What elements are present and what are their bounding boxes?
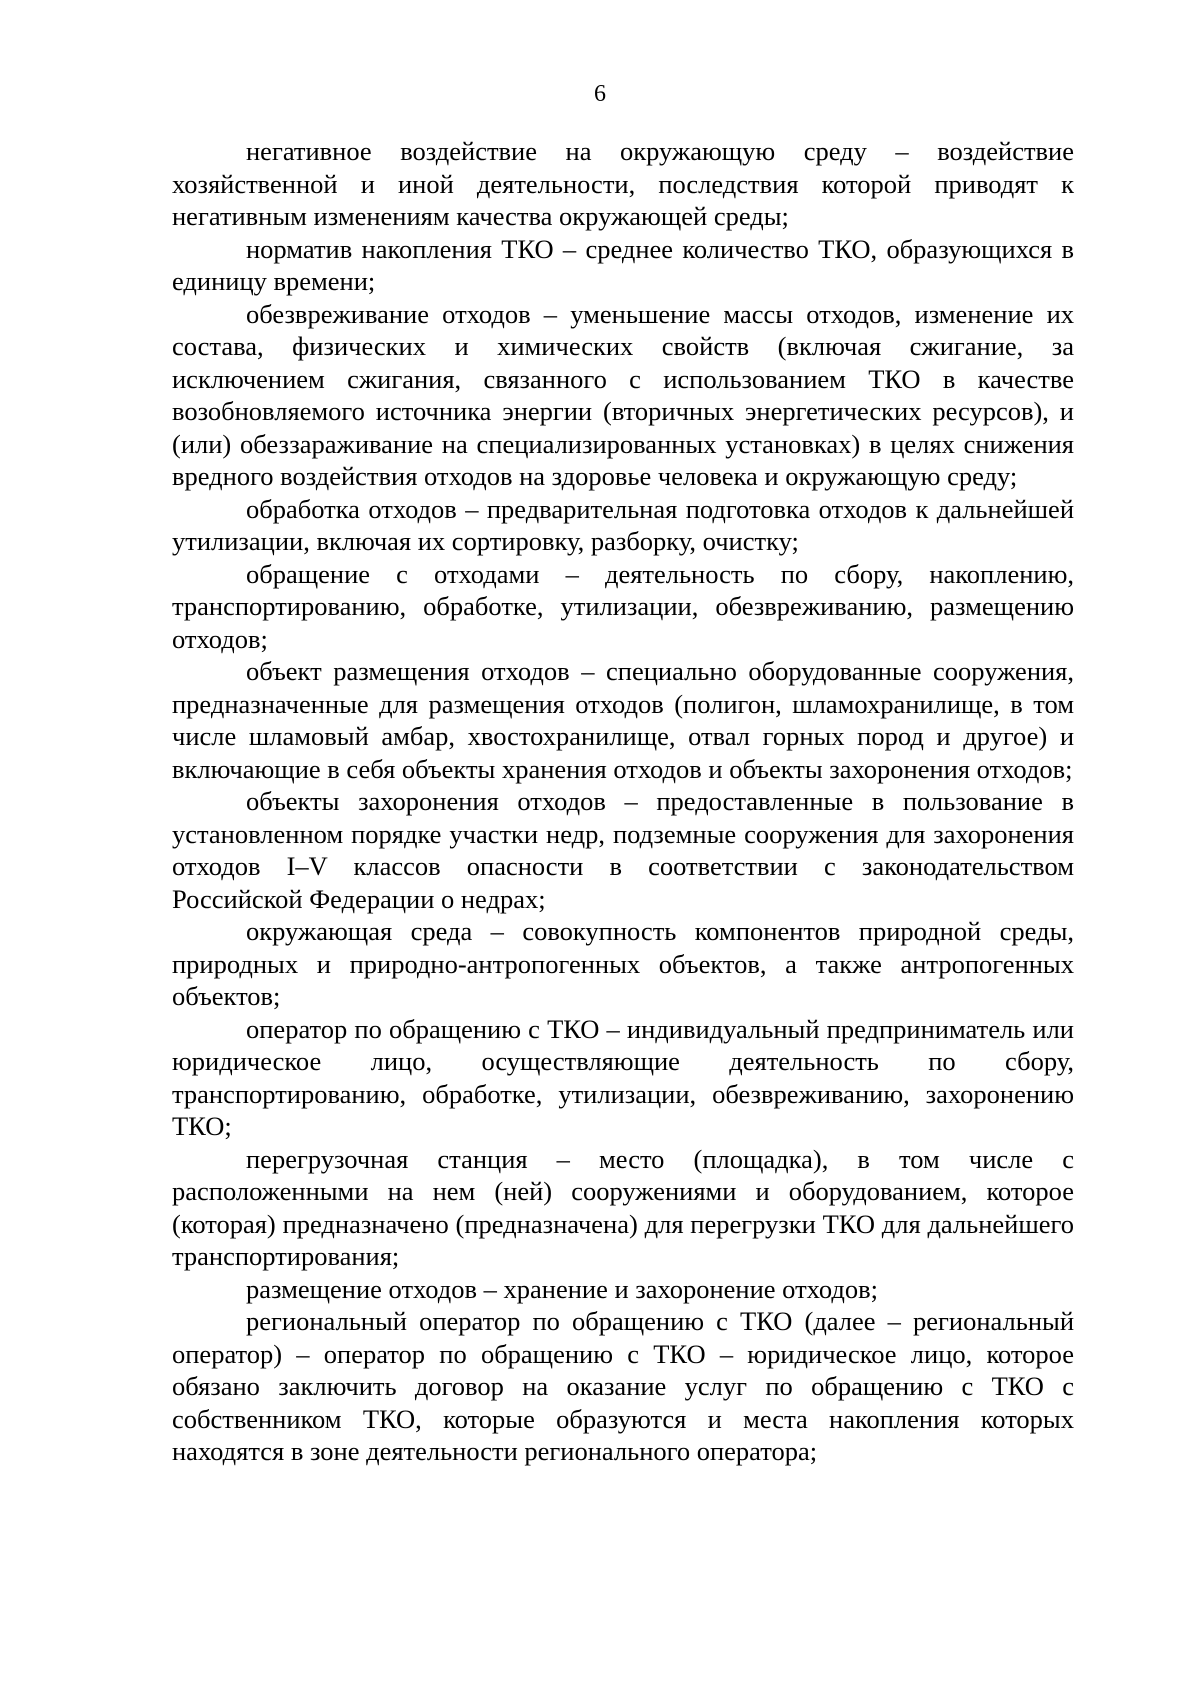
paragraph-environment: окружающая среда – совокупность компонентов природной среды, природных и природно-антропогенных объектов, а также антропогенных объектов; [172,916,1074,1011]
paragraph-waste-processing: обработка отходов – предварительная подготовка отходов к дальнейшей утилизации, включая их сортировку, разборку, очистку; [172,493,1074,556]
paragraph-negative-impact: негативное воздействие на окружающую среду – воздействие хозяйственной и иной деятельности, последствия которой приводят к негативным изменениям качества окружающей среды; [172,136,1074,231]
paragraph-waste-placement: размещение отходов – хранение и захоронение отходов; [246,1273,879,1304]
paragraph-accumulation-norm: норматив накопления ТКО – среднее количество ТКО, образующихся в единицу времени; [172,233,1074,296]
paragraph-waste-disposal-facility: объект размещения отходов – специально оборудованные сооружения, предназначенные для размещения отходов (полигон, шламохранилище, в том числе шламовый амбар, хвостохранилище, отвал горных пород и другое) и включающие в себя объекты хранения отходов и объекты захоронения отходов; [172,656,1074,784]
paragraph-regional-operator: региональный оператор по обращению с ТКО (далее – региональный оператор) – оператор по обращению с ТКО – юридическое лицо, которое обязано заключить договор на оказание услуг по обращению с ТКО с собственником ТКО, которые образуются и места накопления которых находятся в зоне деятельности регионального оператора; [172,1306,1074,1466]
paragraph-msw-operator: оператор по обращению с ТКО – индивидуальный предприниматель или юридическое лицо, осуществляющие деятельность по сбору, транспортированию, обработке, утилизации, обезвреживанию, захоронению ТКО; [172,1013,1074,1141]
paragraph-waste-neutralization: обезвреживание отходов – уменьшение массы отходов, изменение их состава, физических и химических свойств (включая сжигание, за исключением сжигания, связанного с использованием ТКО в качестве возобновляемого источника энергии (вторичных энергетических ресурсов), и (или) обеззараживание на специализированных установках) в целях снижения вредного воздействия отходов на здоровье человека и окружающую среду; [172,298,1074,491]
paragraph-waste-burial-objects: объекты захоронения отходов – предоставленные в пользование в установленном порядке участки недр, подземные сооружения для захоронения отходов I–V классов опасности в соответствии с законодательством Российской Федерации о недрах; [172,786,1074,914]
document-body [172,135,1074,1468]
paragraph-waste-handling: обращение с отходами – деятельность по сбору, накоплению, транспортированию, обработке, утилизации, обезвреживанию, размещению отходов; [172,558,1074,654]
page-number: 6 [594,81,606,107]
paragraph-transfer-station: перегрузочная станция – место (площадка), в том числе с расположенными на нем (ней) сооружениями и оборудованием, которое (которая) предназначено (предназначена) для перегрузки ТКО для дальнейшего транспортирования; [172,1143,1074,1271]
